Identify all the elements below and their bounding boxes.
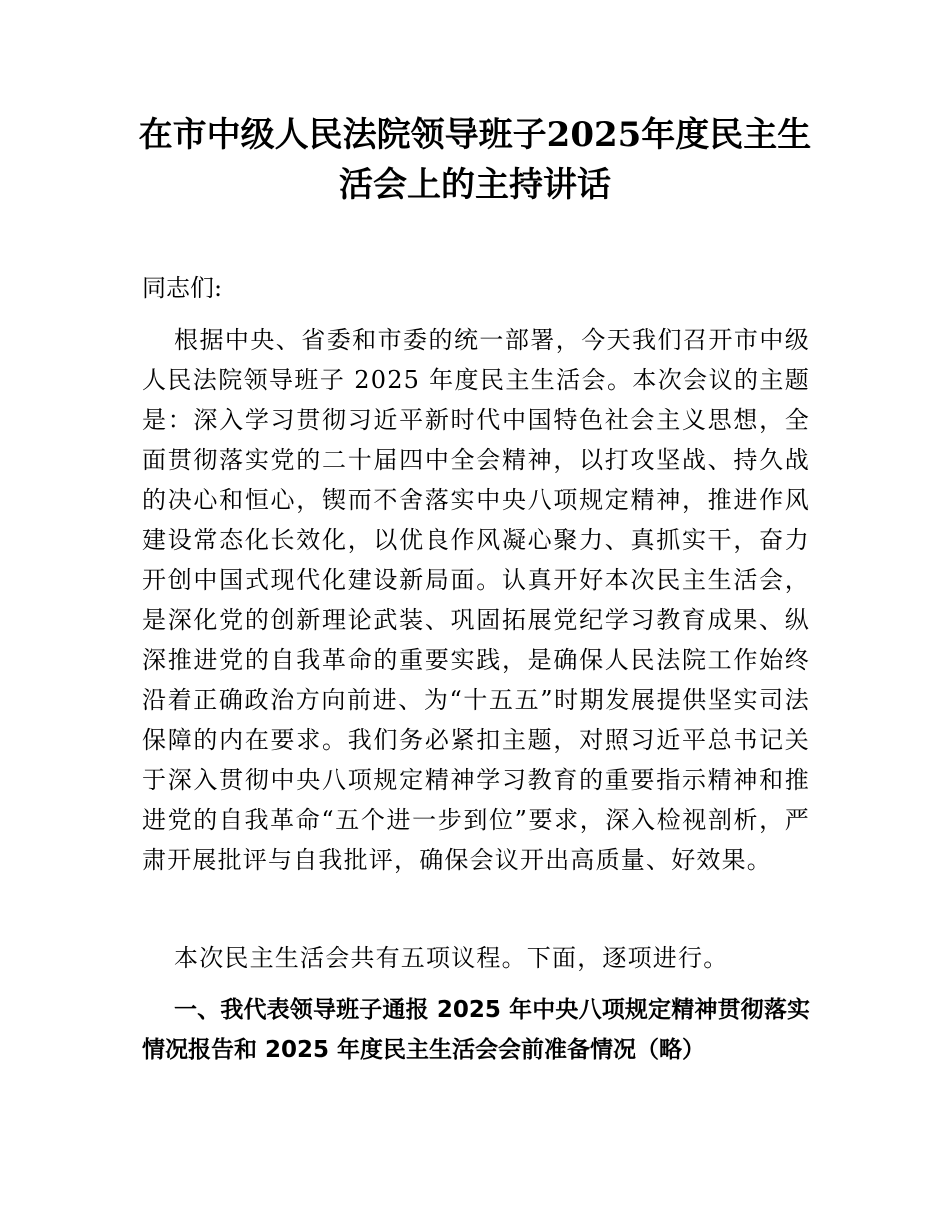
salutation: 同志们:	[142, 274, 223, 302]
title-line-2: 活会上的主持讲话	[339, 165, 611, 205]
agenda-paragraph: 本次民主生活会共有五项议程。下面，逐项进行。	[174, 944, 729, 972]
opening-paragraph: 根据中央、省委和市委的统一部署，今天我们召开市中级人民法院领导班子 2025 年度民主生活会。本次会议的主题是：深入学习贯彻习近平新时代中国特色社会主义思想，全面贯彻落实党的二十届四中全会精神，以打攻坚战、持久战的决心和恒心，锲而不舍落实中央八项规定精神，推进作风建设常态化长效化，以优良作风凝心聚力、真抓实干，奋力开创中国式现代化建设新局面。认真开好本次民主生活会，是深化党的创新理论武装、巩固拓展党纪学习教育成果、纵深推进党的自我革命的重要实践，是确保人民法院工作始终沿着正确政治方向前进、为“十五五”时期发展提供坚实司法保障的内在要求。我们务必紧扣主题，对照习近平总书记关于深入贯彻中央八项规定精神学习教育的重要指示精神和推进党的自我革命“五个进一步到位”要求，深入检视剖析，严肃开展批评与自我批评，确保会议开出高质量、好效果。	[142, 326, 810, 874]
title-line-1: 在市中级人民法院领导班子2025年度民主生	[138, 115, 812, 155]
section-heading-1: 一、我代表领导班子通报 2025 年中央八项规定精神贯彻落实情况报告和 2025 年度民主生活会会前准备情况（略）	[142, 997, 810, 1063]
document-title	[130, 110, 820, 210]
